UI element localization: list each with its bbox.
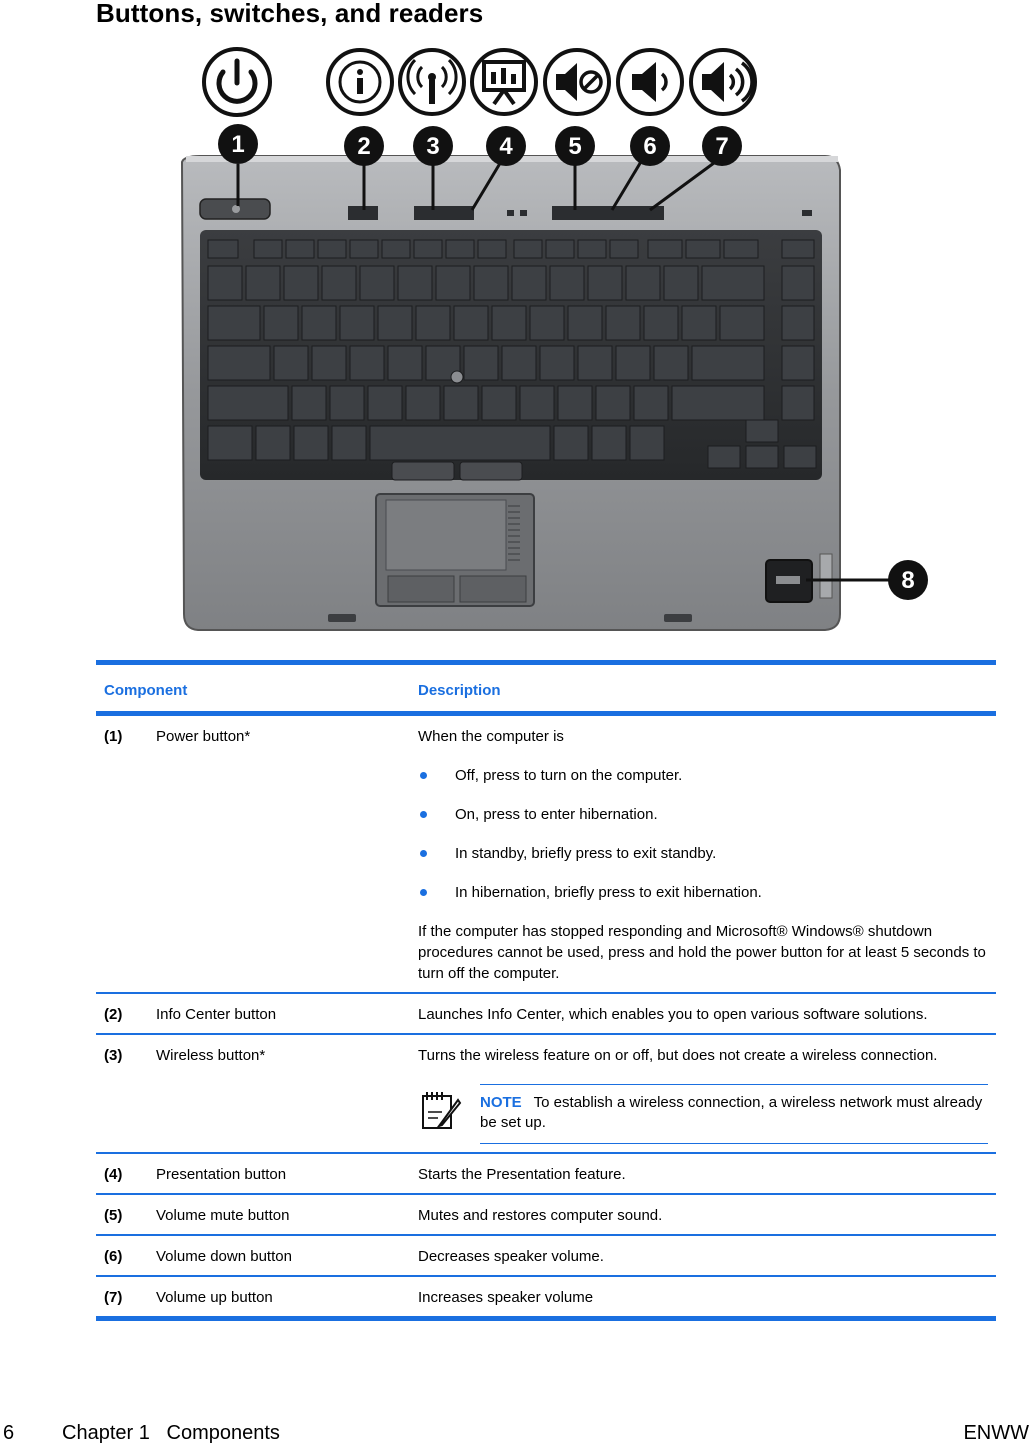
bullet-item: On, press to enter hibernation.	[418, 804, 988, 825]
svg-text:6: 6	[643, 133, 657, 160]
svg-text:8: 8	[901, 567, 915, 594]
page-title: Buttons, switches, and readers	[96, 0, 484, 28]
wireless-icon	[400, 50, 464, 114]
description-intro: When the computer is	[418, 728, 564, 745]
component-table	[96, 660, 996, 1321]
power-icon	[204, 49, 270, 115]
component-description: Mutes and restores computer sound.	[410, 1194, 996, 1235]
callout-7	[702, 126, 742, 166]
fingerprint-reader	[766, 554, 832, 602]
component-description: Launches Info Center, which enables you to open various software solutions.	[410, 993, 996, 1034]
svg-text:4: 4	[499, 133, 513, 160]
row-number: (6)	[96, 1235, 148, 1276]
component-name: Info Center button	[148, 993, 410, 1034]
component-description: Starts the Presentation feature.	[410, 1153, 996, 1194]
table-row	[96, 1194, 996, 1235]
note-text: To establish a wireless connection, a wireless network must already be set up.	[480, 1094, 983, 1131]
keyboard	[200, 230, 822, 480]
touchpad	[376, 494, 534, 606]
svg-text:5: 5	[568, 133, 582, 160]
description-followup: If the computer has stopped responding and Microsoft® Windows® shutdown procedures cannot be used, press and hold the power button for at least 5 seconds to turn off the computer.	[418, 923, 986, 982]
component-name: Presentation button	[148, 1153, 410, 1194]
component-name: Power button*	[148, 714, 410, 994]
callout-3	[413, 126, 453, 166]
svg-text:2: 2	[357, 133, 371, 160]
volume-up-icon	[691, 50, 755, 114]
svg-text:1: 1	[231, 131, 245, 158]
component-description: Increases speaker volume	[410, 1276, 996, 1319]
bullet-dot-icon	[420, 889, 427, 896]
component-description	[410, 1034, 996, 1153]
component-name: Volume up button	[148, 1276, 410, 1319]
header-component: Component	[96, 663, 410, 714]
row-number: (7)	[96, 1276, 148, 1319]
header-description: Description	[410, 663, 996, 714]
table-row	[96, 1034, 996, 1153]
note-body	[480, 1084, 988, 1144]
callout-8	[888, 560, 928, 600]
laptop-figure	[170, 44, 935, 644]
table-header-row	[96, 663, 996, 714]
note-pad-icon	[418, 1088, 462, 1132]
volume-mute-icon	[545, 50, 609, 114]
row-number: (2)	[96, 993, 148, 1034]
bullet-dot-icon	[420, 772, 427, 779]
svg-text:3: 3	[426, 133, 440, 160]
row-number: (1)	[96, 714, 148, 994]
table-row	[96, 1235, 996, 1276]
bullet-item: In hibernation, briefly press to exit hibernation.	[418, 882, 988, 903]
note-label: NOTE	[480, 1094, 522, 1111]
bullet-item: Off, press to turn on the computer.	[418, 765, 988, 786]
callout-4	[486, 126, 526, 166]
callout-1	[218, 124, 258, 164]
page-number: 6	[3, 1422, 15, 1444]
component-name: Wireless button*	[148, 1034, 410, 1153]
row-number: (5)	[96, 1194, 148, 1235]
bullet-dot-icon	[420, 811, 427, 818]
component-name: Volume down button	[148, 1235, 410, 1276]
callout-6	[630, 126, 670, 166]
description-bullets	[418, 765, 988, 903]
callout-5	[555, 126, 595, 166]
row-number: (4)	[96, 1153, 148, 1194]
callout-2	[344, 126, 384, 166]
presentation-icon	[472, 50, 536, 114]
table-row	[96, 1276, 996, 1319]
svg-text:7: 7	[715, 133, 729, 160]
component-description: Decreases speaker volume.	[410, 1235, 996, 1276]
table-row	[96, 1153, 996, 1194]
bullet-item: In standby, briefly press to exit standby.	[418, 843, 988, 864]
component-name: Volume mute button	[148, 1194, 410, 1235]
row-number: (3)	[96, 1034, 148, 1153]
info-icon	[328, 50, 392, 114]
footer-brand: ENWW	[963, 1422, 1029, 1444]
description-text: Turns the wireless feature on or off, but does not create a wireless connection.	[418, 1047, 938, 1064]
note-box	[418, 1084, 988, 1144]
bullet-dot-icon	[420, 850, 427, 857]
table-row	[96, 993, 996, 1034]
component-description	[410, 714, 996, 994]
table-row	[96, 714, 996, 994]
volume-down-icon	[618, 50, 682, 114]
chapter-label: Chapter 1 Components	[62, 1422, 280, 1444]
